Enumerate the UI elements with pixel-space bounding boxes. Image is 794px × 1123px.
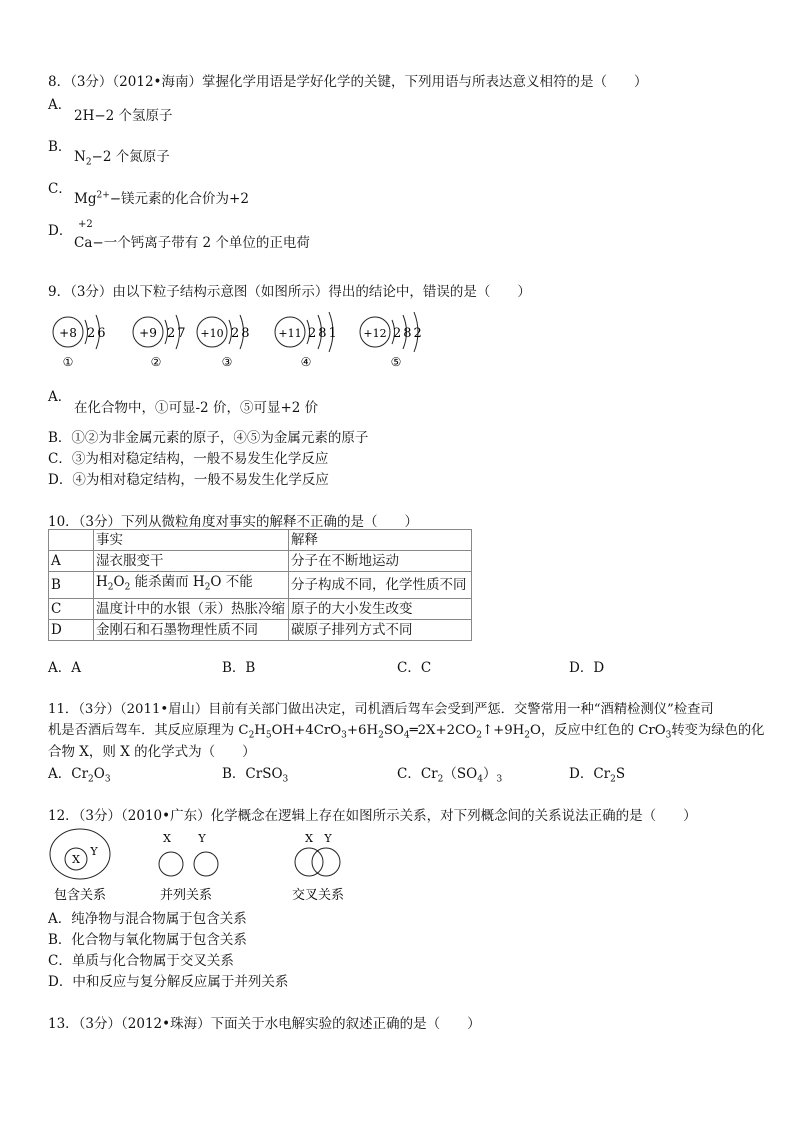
particle-2 <box>133 315 188 369</box>
inclusion-x-label: X <box>72 853 80 866</box>
table-cell-letter: B <box>49 572 94 599</box>
q8-option-d-text: Ca−一个钙离子带有 2 个单位的正电荷 <box>74 235 310 251</box>
particle-5 <box>360 312 424 369</box>
particle-4-label: ④ <box>300 355 312 369</box>
particle-1-nucleus: +8 <box>59 326 77 340</box>
q8-option-c-letter: C． <box>48 181 72 197</box>
q8-option-b-letter: B． <box>48 139 72 155</box>
q9-option-b-letter: B． <box>48 430 72 446</box>
parallel-y-label: Y <box>198 832 206 845</box>
inclusion-caption: 包含关系 <box>53 888 107 903</box>
particle-3-shells: 28 <box>231 326 252 341</box>
q8-option-b-text: $N_2-2$ 个氮原子 <box>74 149 170 168</box>
q8-option-a-text: 2H−2 个氢原子 <box>74 108 173 124</box>
q9-option-b <box>48 426 368 446</box>
q10-option-c: C．C <box>397 660 432 676</box>
q9-option-a-letter: A． <box>48 389 72 405</box>
q11-option-d: D．$Cr_2S$ <box>569 766 626 785</box>
q9-option-a-text: 在化合物中，①可显-2 价，⑤可显+2 价 <box>74 400 319 416</box>
table-row <box>49 551 472 572</box>
q8-stem: 8．（3分）（2012•海南）掌握化学用语是学好化学的关键，下列用语与所表达意义相符的是（ ） <box>48 74 648 90</box>
q11-line-2: 机是否酒后驾车．其反应原理为 $C_2H_5OH+4CrO_3+6H_2SO_4═2X+2CO_2↑+9H_2O$，反应中红色的 CrO$_3$转变为绿色的化 <box>48 723 765 741</box>
intersect-caption: 交叉关系 <box>291 888 345 903</box>
q12-option-c: C．单质与化合物属于交叉关系 <box>48 953 234 969</box>
q9-stem: 9．（3分）由以下粒子结构示意图（如图所示）得出的结论中，错误的是（ ） <box>48 284 531 300</box>
intersect-x-label: X <box>305 832 313 845</box>
table-row <box>49 619 472 640</box>
inclusion-diagram <box>50 829 110 903</box>
q9-option-d-text: ④为相对稳定结构，一般不易发生化学反应 <box>72 472 329 488</box>
q11-option-a: A．$Cr_2O_3$ <box>48 766 111 785</box>
q10-option-a: A．A <box>48 660 81 676</box>
inclusion-y-label: Y <box>90 845 98 858</box>
q10-stem: 10．（3分）下列从微粒角度对事实的解释不正确的是（ ） <box>48 514 419 530</box>
q8-option-d-charge: +2 <box>78 219 93 230</box>
table-header-cell <box>49 530 94 551</box>
table-cell-explain: 原子的大小发生改变 <box>289 598 472 619</box>
table-cell-explain: 分子构成不同，化学性质不同 <box>289 572 472 599</box>
q11-option-b: B．CrSO$_3$ <box>222 766 289 785</box>
particle-1-shells: 26 <box>87 326 108 341</box>
table-cell-fact: 湿衣服变干 <box>94 551 289 572</box>
particle-3-label: ③ <box>221 355 233 369</box>
q11-line-3: 合物 X，则 X 的化学式为（ ） <box>48 744 256 760</box>
q9-option-d <box>48 468 329 488</box>
table-cell-explain: 分子在不断地运动 <box>289 551 472 572</box>
particle-3-nucleus: +10 <box>200 327 224 340</box>
q11-line-1: 11．（3分）（2011•眉山）目前有关部门做出决定，司机酒后驾车会受到严惩．交警常用一种“酒精检测仪”检查司 <box>48 702 714 717</box>
table-cell-letter: A <box>49 551 94 572</box>
q12-option-d: D．中和反应与复分解反应属于并列关系 <box>48 974 289 990</box>
q10-option-d: D．D <box>569 660 605 676</box>
particle-4-shells: 281 <box>308 326 339 341</box>
parallel-caption: 并列关系 <box>159 888 213 903</box>
particle-2-shells: 27 <box>167 326 188 341</box>
parallel-diagram <box>159 832 218 903</box>
particle-diagrams <box>46 310 466 372</box>
q12-option-b: B．化合物与氧化物属于包含关系 <box>48 932 247 948</box>
q13-stem: 13．（3分）（2012•珠海）下面关于水电解实验的叙述正确的是（ ） <box>48 1016 481 1032</box>
particle-4 <box>275 312 339 369</box>
table-row <box>49 572 472 599</box>
q9-option-c-letter: C． <box>48 451 72 467</box>
q10-table <box>48 529 472 641</box>
table-cell-fact: 温度计中的水银（汞）热胀冷缩 <box>94 598 289 619</box>
particle-5-nucleus: +12 <box>363 327 387 340</box>
table-header-cell: 解释 <box>289 530 472 551</box>
q9-option-c <box>48 447 328 467</box>
parallel-x-label: X <box>163 832 171 845</box>
q12-stem: 12．（3分）（2010•广东）化学概念在逻辑上存在如图所示关系，对下列概念间的关系说法正确的是（ ） <box>48 808 697 824</box>
table-header-row <box>49 530 472 551</box>
table-header-cell: 事实 <box>94 530 289 551</box>
q11-option-c: C．$Cr_2(SO_4)_3$ <box>397 766 503 785</box>
particle-1 <box>53 315 108 369</box>
q12-option-a: A．纯净物与混合物属于包含关系 <box>48 911 247 927</box>
q9-option-c-text: ③为相对稳定结构，一般不易发生化学反应 <box>71 451 329 467</box>
q8-option-c-text: $Mg^{2+}-$镁元素的化合价为+2 <box>74 190 249 207</box>
table-cell-fact: $H_2O_2$ 能杀菌而 $H_2O$ 不能 <box>94 572 289 599</box>
q9-option-b-text: ①②为非金属元素的原子，④⑤为金属元素的原子 <box>71 430 369 446</box>
relation-diagrams <box>46 828 366 908</box>
table-cell-letter: C <box>49 598 94 619</box>
particle-2-label: ② <box>150 355 162 369</box>
particle-4-nucleus: +11 <box>278 327 302 340</box>
particle-3 <box>197 315 252 369</box>
particle-1-label: ① <box>62 355 74 369</box>
intersect-y-label: Y <box>324 832 332 845</box>
particle-5-shells: 282 <box>393 326 424 341</box>
table-cell-fact: 金刚石和石墨物理性质不同 <box>94 619 289 640</box>
q8-option-a-letter: A． <box>48 97 72 113</box>
table-row <box>49 598 472 619</box>
table-cell-explain: 碳原子排列方式不同 <box>289 619 472 640</box>
q10-option-b: B．B <box>222 660 256 676</box>
particle-5-label: ⑤ <box>390 355 402 369</box>
q9-option-d-letter: D． <box>48 472 73 488</box>
table-cell-letter: D <box>49 619 94 640</box>
q8-option-d-letter: D． <box>48 223 73 239</box>
intersect-diagram <box>292 832 344 903</box>
particle-2-nucleus: +9 <box>139 326 157 340</box>
